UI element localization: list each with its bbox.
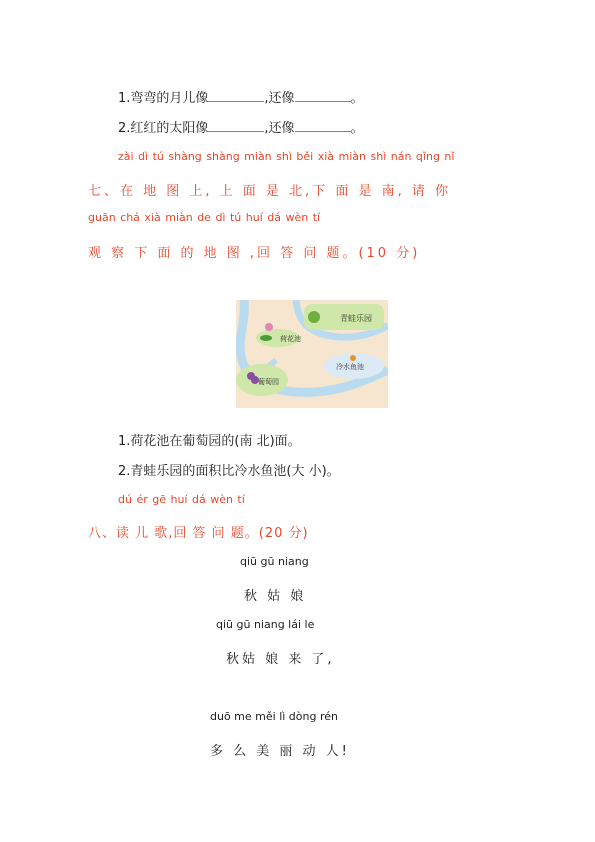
- question-sun: [118, 117, 364, 136]
- question-sun-text-a: 2.红红的太阳像: [118, 121, 209, 136]
- section8-pinyin: dú ér gē huí dá wèn tí: [118, 493, 245, 506]
- question-moon-text-a: 1.弯弯的月儿像: [118, 91, 209, 106]
- poem-line-1: 秋 姑 娘: [244, 589, 307, 604]
- lotus-icon: [265, 323, 273, 331]
- frog-icon: [308, 311, 320, 323]
- section7-title-1: 七、在 地 图 上, 上 面 是 北,下 面 是 南, 请 你: [88, 184, 451, 199]
- answer-blank[interactable]: [295, 89, 351, 102]
- poem-pinyin-2: qiū gū niang lái le: [216, 618, 315, 631]
- question-moon-end: 。: [350, 91, 364, 106]
- poem-line-2: 秋姑 娘 来 了,: [226, 652, 335, 667]
- answer-blank[interactable]: [208, 119, 264, 132]
- answer-blank[interactable]: [295, 119, 351, 132]
- section7-pinyin-1: zài dì tú shàng shàng miàn shì běi xià miàn shì nán qǐng nǐ: [118, 150, 455, 163]
- section8-title: 八、读 儿 歌,回 答 问 题。(20 分): [88, 526, 309, 541]
- map-label-frog-park: 青蛙乐园: [340, 314, 372, 323]
- question-sun-text-b: ,还像: [264, 121, 295, 136]
- map-question-1: 1.荷花池在葡萄园的(南 北)面。: [118, 434, 301, 449]
- poem-line-3: 多 么 美 丽 动 人!: [210, 744, 350, 759]
- lily-pad-icon: [260, 335, 272, 341]
- map-label-fish-pond: 冷水鱼池: [336, 363, 364, 371]
- question-moon-text-b: ,还像: [264, 91, 295, 106]
- section7-pinyin-2: guān chá xià miàn de dì tú huí dá wèn tí: [88, 211, 321, 224]
- answer-blank[interactable]: [208, 89, 264, 102]
- map-label-grape-garden: 葡萄园: [258, 378, 279, 386]
- poem-pinyin-3: duō me měi lì dòng rén: [210, 710, 338, 723]
- question-sun-end: 。: [350, 121, 364, 136]
- fish-icon: [350, 355, 356, 361]
- map-question-2: 2.青蛙乐园的面积比冷水鱼池(大 小)。: [118, 464, 340, 479]
- question-moon: [118, 87, 364, 106]
- park-map: [236, 300, 388, 408]
- poem-pinyin-1: qiū gū niang: [240, 555, 309, 568]
- section7-title-2: 观 察 下 面 的 地 图 ,回 答 问 题。(10 分): [88, 246, 421, 261]
- map-label-lotus-pond: 荷花池: [280, 335, 301, 343]
